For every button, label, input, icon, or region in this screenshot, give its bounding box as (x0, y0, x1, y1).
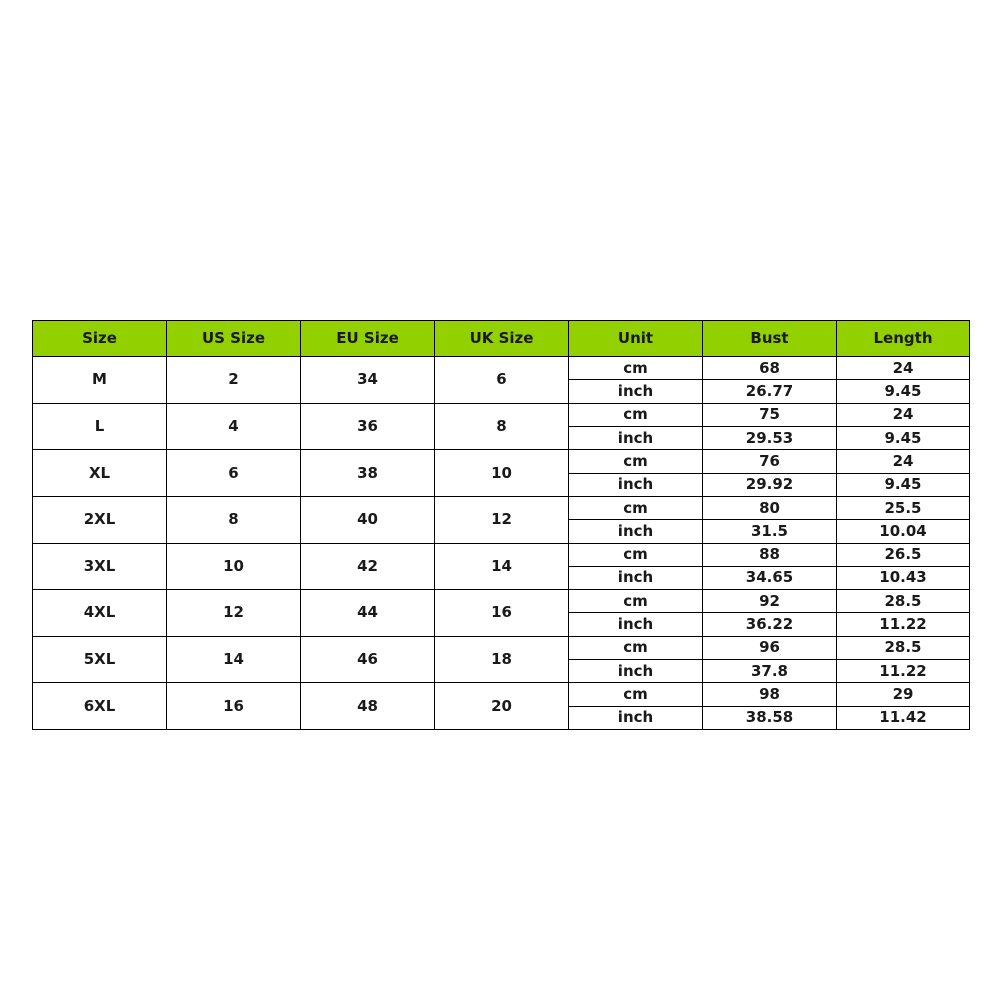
unit-cell: inch (569, 473, 703, 496)
unit-cell: cm (569, 496, 703, 519)
header-uk-size: UK Size (435, 321, 569, 357)
size-cell: XL (33, 450, 167, 497)
length-cell: 11.22 (837, 660, 970, 683)
length-cell: 9.45 (837, 380, 970, 403)
us-size-cell: 4 (167, 403, 301, 450)
unit-cell: cm (569, 450, 703, 473)
bust-cell: 96 (703, 636, 837, 659)
length-cell: 11.22 (837, 613, 970, 636)
bust-cell: 37.8 (703, 660, 837, 683)
size-cell: L (33, 403, 167, 450)
uk-size-cell: 6 (435, 357, 569, 404)
size-cell: 3XL (33, 543, 167, 590)
length-cell: 28.5 (837, 590, 970, 613)
bust-cell: 75 (703, 403, 837, 426)
length-cell: 10.43 (837, 566, 970, 589)
header-unit: Unit (569, 321, 703, 357)
uk-size-cell: 10 (435, 450, 569, 497)
length-cell: 28.5 (837, 636, 970, 659)
header-row (33, 321, 970, 357)
unit-cell: cm (569, 683, 703, 706)
length-cell: 24 (837, 450, 970, 473)
us-size-cell: 8 (167, 496, 301, 543)
bust-cell: 80 (703, 496, 837, 519)
bust-cell: 92 (703, 590, 837, 613)
header-bust: Bust (703, 321, 837, 357)
unit-cell: cm (569, 590, 703, 613)
unit-cell: inch (569, 660, 703, 683)
size-cell: 5XL (33, 636, 167, 683)
table-row (33, 496, 970, 519)
bust-cell: 36.22 (703, 613, 837, 636)
bust-cell: 38.58 (703, 706, 837, 729)
size-chart-table (32, 320, 970, 730)
bust-cell: 34.65 (703, 566, 837, 589)
header-us-size: US Size (167, 321, 301, 357)
bust-cell: 26.77 (703, 380, 837, 403)
length-cell: 9.45 (837, 473, 970, 496)
us-size-cell: 6 (167, 450, 301, 497)
eu-size-cell: 42 (301, 543, 435, 590)
length-cell: 9.45 (837, 426, 970, 449)
uk-size-cell: 14 (435, 543, 569, 590)
uk-size-cell: 8 (435, 403, 569, 450)
unit-cell: inch (569, 380, 703, 403)
eu-size-cell: 44 (301, 590, 435, 637)
us-size-cell: 16 (167, 683, 301, 730)
eu-size-cell: 36 (301, 403, 435, 450)
header-size: Size (33, 321, 167, 357)
bust-cell: 88 (703, 543, 837, 566)
table-row (33, 543, 970, 566)
length-cell: 11.42 (837, 706, 970, 729)
table-row (33, 403, 970, 426)
size-cell: 2XL (33, 496, 167, 543)
length-cell: 25.5 (837, 496, 970, 519)
size-cell: 4XL (33, 590, 167, 637)
us-size-cell: 12 (167, 590, 301, 637)
table-row (33, 636, 970, 659)
size-cell: 6XL (33, 683, 167, 730)
unit-cell: cm (569, 636, 703, 659)
header-eu-size: EU Size (301, 321, 435, 357)
unit-cell: inch (569, 613, 703, 636)
unit-cell: cm (569, 357, 703, 380)
us-size-cell: 10 (167, 543, 301, 590)
length-cell: 10.04 (837, 520, 970, 543)
table-row (33, 450, 970, 473)
bust-cell: 68 (703, 357, 837, 380)
bust-cell: 29.92 (703, 473, 837, 496)
us-size-cell: 2 (167, 357, 301, 404)
table-row (33, 683, 970, 706)
bust-cell: 76 (703, 450, 837, 473)
eu-size-cell: 40 (301, 496, 435, 543)
unit-cell: cm (569, 543, 703, 566)
unit-cell: cm (569, 403, 703, 426)
length-cell: 29 (837, 683, 970, 706)
uk-size-cell: 12 (435, 496, 569, 543)
uk-size-cell: 20 (435, 683, 569, 730)
table-row (33, 357, 970, 380)
bust-cell: 98 (703, 683, 837, 706)
unit-cell: inch (569, 566, 703, 589)
uk-size-cell: 18 (435, 636, 569, 683)
size-cell: M (33, 357, 167, 404)
unit-cell: inch (569, 706, 703, 729)
header-length: Length (837, 321, 970, 357)
eu-size-cell: 38 (301, 450, 435, 497)
eu-size-cell: 46 (301, 636, 435, 683)
length-cell: 24 (837, 403, 970, 426)
bust-cell: 29.53 (703, 426, 837, 449)
length-cell: 26.5 (837, 543, 970, 566)
eu-size-cell: 48 (301, 683, 435, 730)
eu-size-cell: 34 (301, 357, 435, 404)
length-cell: 24 (837, 357, 970, 380)
unit-cell: inch (569, 426, 703, 449)
uk-size-cell: 16 (435, 590, 569, 637)
table-row (33, 590, 970, 613)
unit-cell: inch (569, 520, 703, 543)
bust-cell: 31.5 (703, 520, 837, 543)
us-size-cell: 14 (167, 636, 301, 683)
